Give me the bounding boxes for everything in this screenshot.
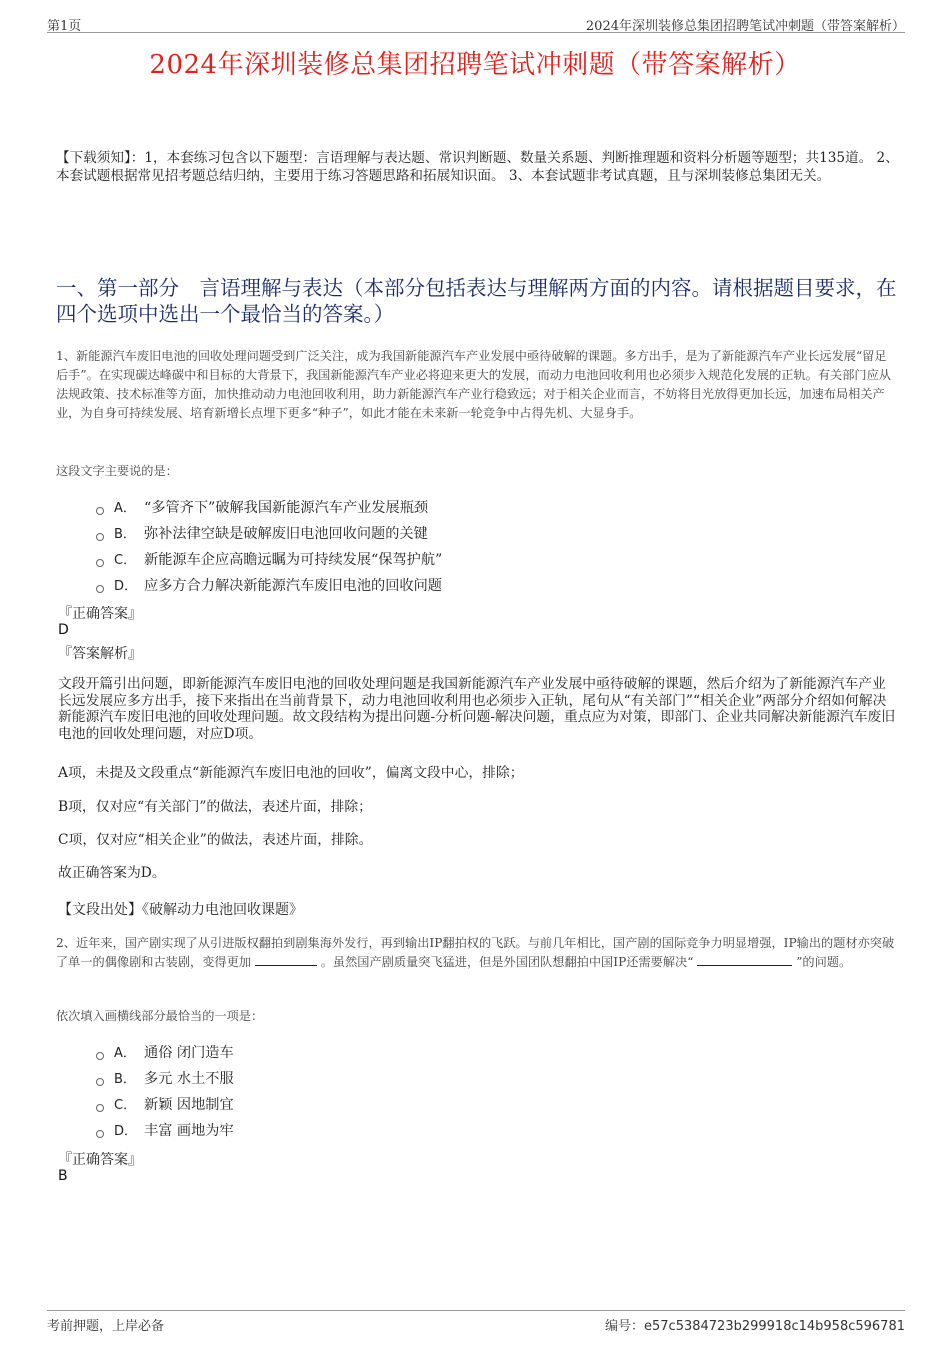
radio-icon[interactable] [96, 507, 104, 515]
section-title: 一、第一部分 言语理解与表达（本部分包括表达与理解两方面的内容。请根据题目要求，在四个选项中选出一个最恰当的答案。） [56, 276, 897, 326]
fill-blank-1 [255, 953, 317, 966]
question-1-text: 1、新能源汽车废旧电池的回收处理问题受到广泛关注，成为我国新能源汽车产业发展中亟待破解的课题。多方出手，是为了新能源汽车产业长远发展“留足后手”。在实现碳达峰碳中和目标的大背景下，我国新能源汽车产业必将迎来更大的发展，而动力电池回收利用也必须步入规范化发展的正轨。有关部门应从法规政策、技术标准等方面，加快推动动力电池回收利用，助力新能源汽车产业行稳致远；对于相关企业而言，不妨将目光放得更加长远，加速布局相关产业，为自身可持续发展、培育新增长点埋下更多“种子”，如此才能在未来新一轮竞争中占得先机、大显身手。 [56, 349, 891, 420]
fill-blank-2 [697, 953, 792, 966]
question-2-options [96, 1042, 234, 1146]
option-d[interactable]: D． 丰富 画地为牢 [96, 1120, 234, 1146]
analysis-paragraph-5: 故正确答案为D。 [58, 865, 166, 881]
option-a[interactable]: A． “多管齐下”破解我国新能源汽车产业发展瓶颈 [96, 497, 442, 523]
question-1-options [96, 497, 442, 601]
document-title: 2024年深圳装修总集团招聘笔试冲刺题（带答案解析） [149, 50, 801, 80]
question-2-prompt: 依次填入画横线部分最恰当的一项是： [56, 1009, 264, 1023]
page-footer [47, 1310, 905, 1335]
correct-answer: B [58, 1168, 68, 1184]
analysis-paragraph-2: A项，未提及文段重点“新能源汽车废旧电池的回收”，偏离文段中心，排除； [58, 765, 524, 781]
text-source: 【文段出处】《破解动力电池回收课题》 [58, 902, 303, 918]
radio-icon[interactable] [96, 1104, 104, 1112]
running-title: 2024年深圳装修总集团招聘笔试冲刺题（带答案解析） [585, 19, 905, 34]
radio-icon[interactable] [96, 1052, 104, 1060]
page-number: 第1页 [47, 19, 82, 34]
correct-answer-label: 『正确答案』 [58, 606, 142, 622]
page-header [47, 12, 905, 33]
correct-answer-label: 『正确答案』 [58, 1152, 142, 1168]
footer-slogan: 考前押题，上岸必备 [47, 1319, 165, 1334]
option-b[interactable]: B． 多元 水土不服 [96, 1068, 234, 1094]
document-serial: 编号：e57c5384723b299918c14b958c596781 [604, 1319, 905, 1334]
analysis-paragraph-4: C项，仅对应“相关企业”的做法，表述片面，排除。 [58, 832, 373, 848]
option-c[interactable]: C． 新能源车企应高瞻远瞩为可持续发展“保驾护航” [96, 549, 442, 575]
option-c[interactable]: C． 新颖 因地制宜 [96, 1094, 234, 1120]
option-a[interactable]: A． 通俗 闭门造车 [96, 1042, 234, 1068]
radio-icon[interactable] [96, 1078, 104, 1086]
download-notice: 【下载须知】：1，本套练习包含以下题型：言语理解与表达题、常识判断题、数量关系题、判断推理题和资料分析题等题型；共135道。 2、本套试题根据常见招考题总结归纳，主要用于练习答题思路和拓展知识面。 3、本套试题非考试真题，且与深圳装修总集团无关。 [56, 150, 899, 184]
radio-icon[interactable] [96, 559, 104, 567]
question-1-prompt: 这段文字主要说的是： [56, 464, 178, 478]
radio-icon[interactable] [96, 1130, 104, 1138]
analysis-paragraph-3: B项，仅对应“有关部门”的做法，表述片面，排除； [58, 799, 372, 815]
analysis-label: 『答案解析』 [58, 646, 142, 662]
option-d[interactable]: D． 应多方合力解决新能源汽车废旧电池的回收问题 [96, 575, 442, 601]
radio-icon[interactable] [96, 585, 104, 593]
option-b[interactable]: B． 弥补法律空缺是破解废旧电池回收问题的关键 [96, 523, 442, 549]
analysis-paragraph-1: 文段开篇引出问题，即新能源汽车废旧电池的回收处理问题是我国新能源汽车产业发展中亟待破解的课题，然后介绍为了新能源汽车产业长远发展应多方出手，接下来指出在当前背景下，动力电池回收利用也必须步入正轨，尾句从“有关部门”“相关企业”两部分介绍如何解决新能源汽车废旧电池的回收处理问题。故文段结构为提出问题-分析问题-解决问题，重点应为对策，即部门、企业共同解决新能源汽车废旧电池的回收处理问题，对应D项。 [58, 676, 896, 742]
question-2-text: 2、近年来，国产剧实现了从引进版权翻拍到剧集海外发行，再到输出IP翻拍权的飞跃。与前几年相比，国产剧的国际竞争力明显增强，IP输出的题材亦突破了单一的偶像剧和古装剧，变得更加 。虽然国产剧质量突飞猛进，但是外国团队想翻拍中国IP还需要解决“ ”的问题。 [56, 936, 895, 969]
correct-answer: D [58, 622, 69, 638]
radio-icon[interactable] [96, 533, 104, 541]
